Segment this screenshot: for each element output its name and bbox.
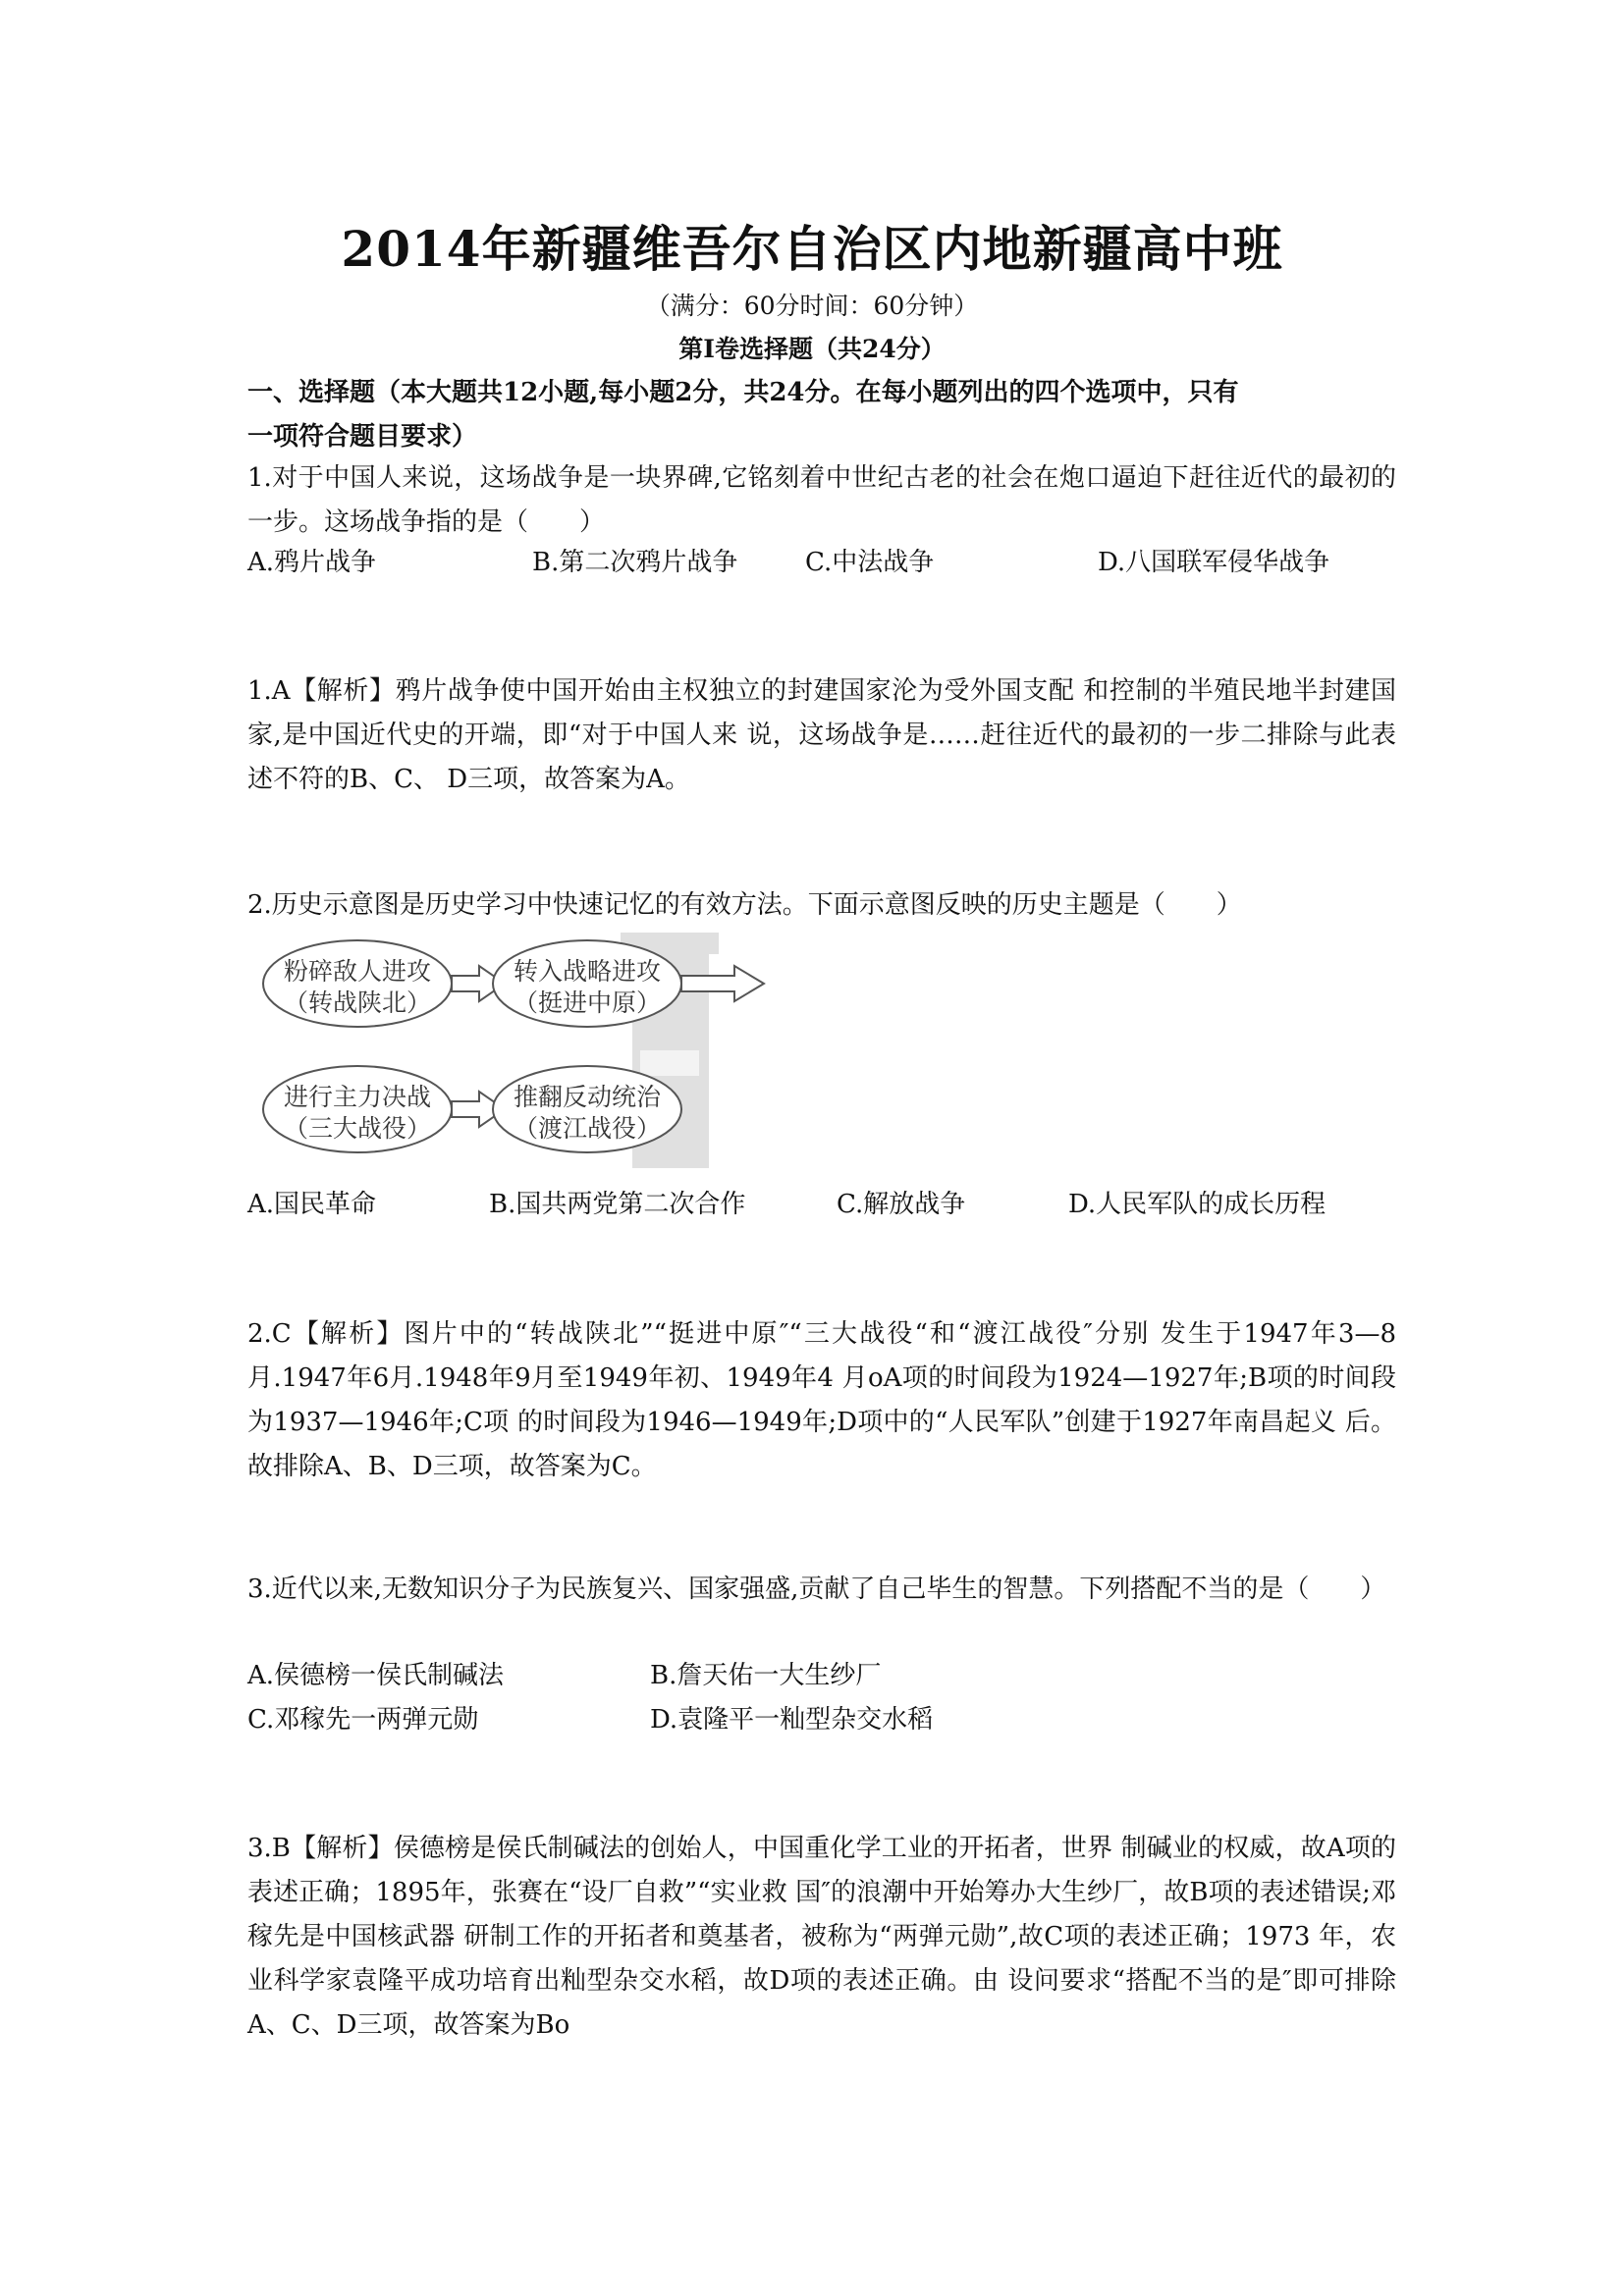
question-2-stem: 2.历史示意图是历史学习中快速记忆的有效方法。下面示意图反映的历史主题是（ ） xyxy=(247,890,1242,920)
q3-option-b: B.詹天佑一大生纱厂 xyxy=(650,1661,882,1690)
q1-option-c: C.中法战争 xyxy=(805,548,935,577)
q3-option-c: C.邓稼先一两弹元勋 xyxy=(247,1705,479,1735)
history-flow-diagram xyxy=(247,933,778,1168)
q2-option-a: A.国民革命 xyxy=(247,1190,377,1219)
node-3-line2: （三大战役） xyxy=(283,1114,432,1143)
volume-heading: 第Ⅰ卷选择题（共24分） xyxy=(678,335,946,363)
section-instructions-line1: 一、选择题（本大题共12小题,每小题2分，共24分。在每小题列出的四个选项中，只有 xyxy=(247,378,1239,407)
q2-option-b: B.国共两党第二次合作 xyxy=(489,1190,746,1219)
node-4-line1: 推翻反动统治 xyxy=(513,1083,662,1111)
q2-option-c: C.解放战争 xyxy=(837,1190,966,1219)
q1-option-b: B.第二次鸦片战争 xyxy=(532,548,738,577)
section-instructions-line2: 一项符合题目要求） xyxy=(247,422,478,452)
question-1-analysis: 1.A【解析】鸦片战争使中国开始由主权独立的封建国家沦为受外国支配 和控制的半殖民地半封建国家,是中国近代史的开端，即“对于中国人来 说，这场战争是……赶往近代的最初的一步二排除与此表述不符的B、C、 D三项，故答案为A。 xyxy=(247,676,1396,794)
node-1-line2: （转战陕北） xyxy=(283,988,432,1017)
q3-option-a: A.侯德榜一侯氏制碱法 xyxy=(247,1661,505,1690)
node-3-line1: 进行主力决战 xyxy=(283,1083,432,1111)
question-1-stem: 1.对于中国人来说，这场战争是一块界碑,它铭刻着中世纪古老的社会在炮口逼迫下赶往近代的最初的一步。这场战争指的是（ ） xyxy=(247,463,1396,537)
q3-option-d: D.袁隆平一籼型杂交水稻 xyxy=(650,1705,934,1735)
question-2-analysis: 2.C【解析】图片中的“转战陕北”“挺进中原″“三大战役“和“渡江战役″分别 发生于1947年3—8月.1947年6月.1948年9月至1949年初、1949年4 月oA项的时间段为1924—1927年;B项的时间段为1937—1946年;C项 的时间段为1946—1949年;D项中的“人民军队”创建于1927年南昌起义 后。故排除A、B、D三项，故答案为C。 xyxy=(247,1319,1396,1481)
page-title: 2014年新疆维吾尔自治区内地新疆高中班 xyxy=(341,220,1283,278)
q1-option-a: A.鸦片战争 xyxy=(247,548,377,577)
q2-option-d: D.人民军队的成长历程 xyxy=(1068,1190,1326,1219)
node-2-line2: （挺进中原） xyxy=(513,988,662,1017)
question-3-analysis: 3.B【解析】侯德榜是侯氏制碱法的创始人，中国重化学工业的开拓者，世界 制碱业的权威，故A项的表述正确；1895年，张赛在“设厂自救”“实业救 国″的浪潮中开始筹办大生纱厂，故B项的表述错误;邓稼先是中国核武器 研制工作的开拓者和奠基者，被称为“两弹元勋”,故C项的表述正确；1973 年，农业科学家袁隆平成功培育出籼型杂交水稻，故D项的表述正确。由 设问要求“搭配不当的是″即可排除A、C、D三项，故答案为Bo xyxy=(247,1834,1396,2040)
exam-meta: （满分：60分时间：60分钟） xyxy=(645,292,979,320)
node-1-line1: 粉碎敌人进攻 xyxy=(283,957,432,986)
node-2-line1: 转入战略进攻 xyxy=(513,957,662,986)
q1-option-d: D.八国联军侵华战争 xyxy=(1098,548,1330,577)
question-3-stem: 3.近代以来,无数知识分子为民族复兴、国家强盛,贡献了自己毕生的智慧。下列搭配不当的是（ ） xyxy=(247,1575,1386,1604)
node-4-line2: （渡江战役） xyxy=(513,1114,662,1143)
